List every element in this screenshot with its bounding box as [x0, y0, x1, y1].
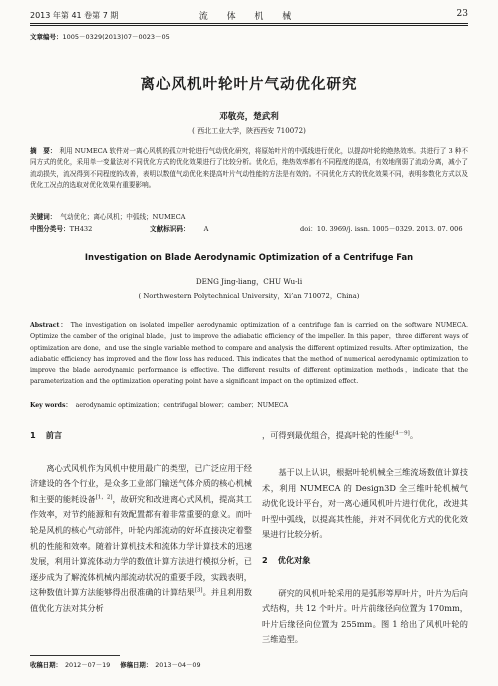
abstract-cn-label: 摘 要：	[30, 147, 57, 155]
section-1-number: 1	[30, 430, 36, 440]
keywords-en-text: aerodynamic optimization；centrifugal blower；camber；NUMECA	[75, 402, 289, 409]
spacer	[262, 569, 468, 586]
footnote-rule	[30, 655, 120, 656]
spacer	[30, 444, 252, 461]
running-header	[30, 8, 468, 22]
paper-affiliation: ( 西北工业大学，陕西西安 710072)	[192, 127, 306, 135]
doc-code-block	[150, 223, 208, 233]
section-1-heading	[30, 428, 252, 444]
intro-text-c-tail: ，可得到最优组合，提高叶轮的性能	[262, 430, 394, 440]
citation: [4－9]	[393, 430, 410, 437]
keywords-en	[30, 400, 468, 409]
issue-info: 2013 年第 41 卷第 7 期	[30, 11, 119, 20]
page-number: 23	[456, 9, 468, 19]
keywords-en-label: Key words：	[30, 402, 72, 409]
body-column-left	[30, 428, 252, 617]
section-1-title: 前言	[45, 430, 63, 440]
section-2-title: 优化对象	[277, 554, 311, 565]
body-column-right	[262, 428, 468, 648]
abstract-en-text: The investigation on isolated impeller aerodynamic optimization of a centrifuge fan is carried on the software NUMECA. Optimize the camber of the original blade，just to improve the adiabatic efficiency of the impeller. In this paper，three different ways of optimization are done，and use the single variable method to compare and analysis the different optimized results. After optimization，the adiabatic efficiency has improved and the flow loss has reduced. This indicates that the method of numerical aerodynamic optimization to improve the blade aerodynamic performance is effective. The different results of different optimization methods，indicate that the parameterization and the optimization operating point have a significant impact on the optimized effect.	[30, 322, 468, 386]
abstract-en	[30, 320, 468, 388]
revised-label: 修稿日期：	[120, 661, 153, 669]
clc-value: TH432	[69, 225, 93, 233]
abstract-cn	[30, 146, 468, 192]
section-2-number: 2	[262, 554, 268, 565]
doc-code-value: A	[203, 225, 209, 233]
english-authors: DENG Jing-liang，CHU Wu-li	[195, 277, 303, 286]
section-2-heading	[262, 553, 468, 569]
english-title: Investigation on Blade Aerodynamic Optimization of a Centrifuge Fan	[84, 252, 414, 262]
keywords-cn	[30, 211, 468, 221]
journal-name: 流 体 机 械	[198, 12, 300, 22]
paper-title: 离心风机叶轮叶片气动优化研究	[140, 76, 358, 93]
paragraph-3: 研究的风机叶轮采用的是弧形等厚叶片，叶片为后向式结构，共 12 个叶片。叶片前缘径向位置为 170mm，叶片后缘径向位置为 255mm。图 1 给出了风机叶轮的三维造型。	[262, 587, 468, 645]
header-rule-bottom	[30, 25, 468, 26]
intro-paragraph	[30, 461, 252, 617]
spacer	[262, 543, 468, 553]
received-date: 2012－07－19	[64, 661, 111, 669]
classification-line	[30, 223, 468, 233]
keywords-cn-label: 关键词：	[30, 213, 57, 221]
keywords-cn-text: 气动优化；离心风机；中弧线；NUMECA	[60, 213, 186, 221]
clc-block	[30, 223, 92, 233]
intro-text-a: 离心式风机作为风机中使用最广的类型，已广泛应用于经济建设的各个行业，是众多工业部门输送气体介质的核心机械和主要的能耗设备	[30, 462, 252, 504]
received-label: 收稿日期：	[30, 661, 62, 669]
received-dates	[30, 660, 201, 669]
doc-code-label: 文献标识码：	[150, 225, 190, 233]
abstract-en-label: Abstract：	[30, 322, 68, 329]
article-number-value: 1005－0329(2013)07－0023－05	[62, 33, 170, 41]
intro-text-d: 。	[409, 430, 419, 440]
intro-text-b: ，故研究和改进离心式风机，提高其工作效率，对节约能源和有效配置都有着非常重要的意义。而叶轮是风机的核心气动部件，叶轮内部流动的好坏直接决定着整机的性能和效率。随着计算机技术和流体力学计算技术的迅速发展，利用计算流体动力学的数值计算方法进行模拟分析，已逐步成为了解流体机械内部流动状况的重要手段，实践表明，这种数值计算方法能够得出很准确的计算结果	[30, 493, 252, 598]
paper-authors: 邓敬亮，楚武利	[219, 112, 279, 122]
intro-text-c: 。并且利用数值优化方法对其分析	[30, 587, 252, 613]
english-affiliation: ( Northwestern Polytechnical University，Xi’an 710072，China)	[138, 292, 360, 300]
revised-date: 2013－04－09	[155, 661, 201, 669]
clc-label: 中图分类号：	[30, 225, 70, 233]
header-rule-top	[30, 23, 468, 24]
paragraph-2: 基于以上认识，根据叶轮机械全三维流场数值计算技术，利用 NUMECA 的 Design3D 全三维叶轮机械气动优化设计平台，对一离心通风机叶片进行优化，改进其叶型中弧线，以提高其性能，并对不同优化方式的优化效果进行比较分析。	[262, 467, 468, 540]
abstract-cn-text: 利用 NUMECA 软件对一离心风机的孤立叶轮进行气动优化研究，将原始叶片的中弧线进行优化，以提高叶轮的绝热效率。共进行了 3 种不同方式的优化，采用单一变量法对不同优化方式的优化效果进行了比较分析。优化后，绝热效率都有不同程度的提高，有效地削弱了流动分离，减小了流动损失，流况得到不同程度的改善，表明以数值气动优化来提高叶片气动性能的方法是有效的。不同优化方式的优化效果不同，表明参数化方式以及优化工况点的选取对优化效果有重要影响。	[30, 147, 468, 190]
citation: [1，2]	[95, 494, 113, 501]
intro-continuation	[262, 428, 468, 465]
doi: doi：10. 3969/j. issn. 1005－0329. 2013. 07. 006	[300, 225, 463, 233]
article-number-label: 文章编号：	[30, 33, 63, 41]
citation: [3]	[194, 587, 203, 594]
article-number	[30, 32, 170, 41]
